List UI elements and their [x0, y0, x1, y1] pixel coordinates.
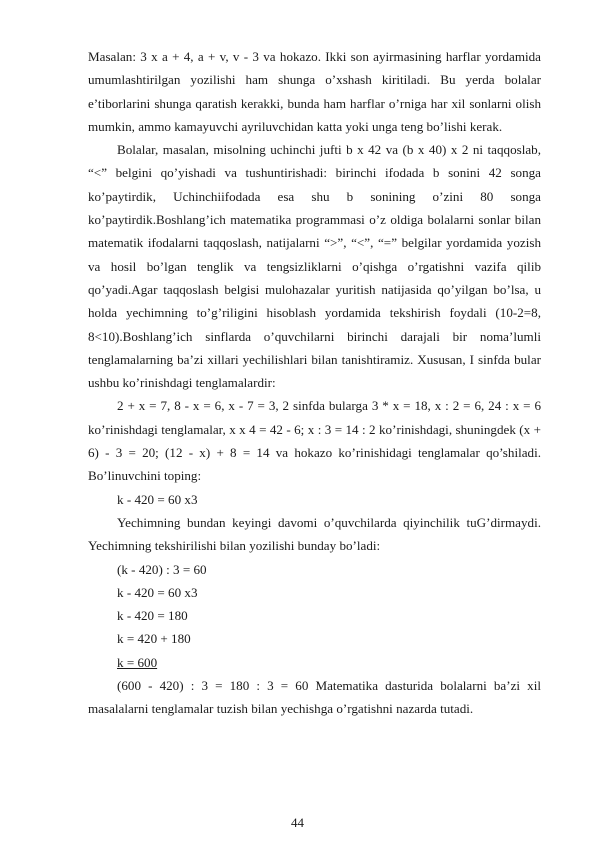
solution-line-2: k - 420 = 60 x3 [117, 584, 198, 600]
paragraph-5: (600 - 420) : 3 = 180 : 3 = 60 Matematika dasturida bolalarni ba’zi xil masalalarni tenglamalar tuzish bilan yechishga o’rgatishni nazarda tutadi. [88, 678, 541, 717]
solution-line-3: k - 420 = 180 [117, 608, 188, 624]
solution-line-1: (k - 420) : 3 = 60 [117, 561, 207, 577]
solution-result: k = 600 [117, 654, 158, 670]
paragraph-4: Yechimning bundan keyingi davomi o’quvchilarda qiyinchilik tuG’dirmaydi. Yechimning tekshirilishi bilan yozilishi bunday bo’ladi: [88, 514, 541, 554]
paragraph-2: Bolalar, masalan, misolning uchinchi jufti b x 42 va (b x 40) x 2 ni taqqoslab, “<” belgini qo’yishadi va tushuntirishadi: birinchi ifodada b sonini 42 songa ko’paytirdik, Uchinchiifodada esa shu b sonining o’zini 80 songa ko’paytirdik.Boshlang’ich matematika programmasi o’z oldiga bolalarni sonlar bilan matematik ifodalarni taqqoslash, natijalarni “>”, “<”, “=” belgilar yordamida yozish va hosil bo’lgan tenglik va tengsizliklarni o’qishga o’rgatishni vazifa qilib qo’yadi.Agar taqqoslash belgisi mulohazalar yuritish natijasida qo’yilgan bo’lsa, u holda yechimning to’g’riligini hisoblash yordamida tekshirish foydali (10-2=8, 8<10).Boshlang’ich sinflarda o’quvchilarni birinchi darajali bir noma’lumli tenglamalarning ba’zi xillari yechilishlari bilan tanishtiramiz. Xususan, I sinfda bular ushbu ko’rinishdagi tenglamalardir: [88, 142, 541, 391]
paragraph-1: Masalan: 3 x a + 4, a + v, v - 3 va hokazo. Ikki son ayirmasining harflar yordamida umumlashtirilgan yozilishi ham shunga o’xshash kiritiladi. Bu yerda bolalar e’tiborlarini shunga qaratish kerakki, bunda ham harflar o’rniga har xil sonlarni olish mumkin, ammo kamayuvchi ayriluvchidan katta yoki unga teng bo’lishi kerak. [88, 49, 541, 134]
solution-result-line [88, 651, 541, 674]
solution-line-4: k = 420 + 180 [117, 631, 191, 647]
equation-line: k - 420 = 60 x3 [117, 491, 198, 507]
paragraph-3: 2 + x = 7, 8 - x = 6, x - 7 = 3, 2 sinfda bularga 3 * x = 18, x : 2 = 6, 24 : x = 6 ko’rinishdagi tenglamalar, x x 4 = 42 - 6; x : 3 = 14 : 2 ko’rinishdagi, shuningdek (x + 6) - 3 = 20; (12 - x) + 8 = 14 va hokazo ko’rinishidagi tenglamalar qo’shiladi. Bo’linuvchini toping: [88, 398, 541, 484]
document-page [88, 45, 541, 721]
page-number: 44 [291, 815, 304, 830]
